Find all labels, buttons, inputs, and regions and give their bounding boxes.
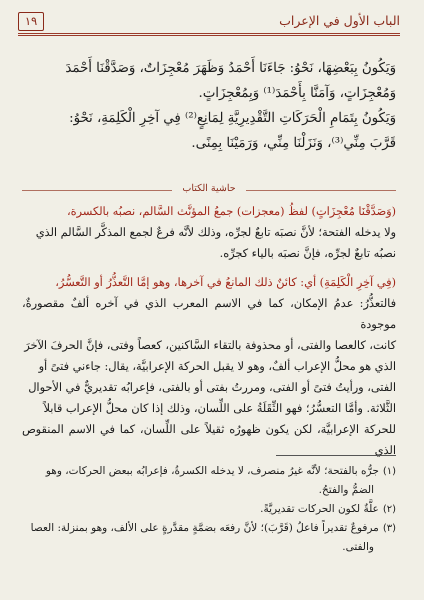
commentary-line-8: الفتى، ورأيتُ فتىً أو الفتى، ومررتُ بفتى أو بالفتى، فإعرابُه تقديريٌّ في الأحوال bbox=[28, 381, 396, 394]
footnote-2 bbox=[22, 500, 396, 519]
commentary-line-1: (وَصَدَّقْنَا مُعْجِزَاتٍ) لفظُ (معجزات) جمعُ المؤنَّث السَّالم، نصبُه بالكسرة، bbox=[66, 205, 396, 218]
commentary-line-10: للحركة الإعرابيَّة، لكن يكون ظهورُه ثقيلاً على اللِّسان، كما في الاسم المنقوص الذي bbox=[22, 423, 396, 457]
main-line-3: وَيَكُونُ بِتَمَامِ الْحَرَكَاتِ التَّقْدِيرِيَّةِ لِمَانِعٍ⁽²⁾ فِي آخِرِ الْكَلِمَةِ، نَحْوُ: bbox=[69, 111, 396, 126]
commentary bbox=[22, 201, 396, 461]
footnote-text: والفتى. bbox=[342, 541, 374, 553]
main-line-2: وَمُعْجِزَاتٍ، وَآمَنَّا بِأَحْمَدَ⁽¹⁾ وَبِمُعْجِزَاتٍ. bbox=[198, 86, 396, 101]
footnote-3-cont bbox=[22, 538, 396, 557]
footnotes bbox=[22, 462, 396, 557]
main-line-1: وَيَكُونُ بِبَعْضِهَا، نَحْوُ: جَاءَنَا أَحْمَدُ وَظَهَرَ مُعْجِزَاتٌ، وَصَدَّقْنَا أَحْمَدَ bbox=[65, 61, 396, 76]
commentary-divider bbox=[22, 183, 396, 197]
header-rule bbox=[18, 33, 400, 36]
footnote-number: (٣) bbox=[382, 523, 396, 534]
commentary-line-9: الثَّلاثة. وأمَّا التعسُّرُ؛ فهو الثِّقَلَةُ على اللِّسان، وذلك إذا كان محلُّ الإعراب قابلاً bbox=[43, 402, 396, 415]
footnote-text: جرُّه بالفتحة؛ لأنَّه غيرُ منصرف، لا يدخله الكسرةُ، فإعرابُه ببعض الحركات، وهو bbox=[45, 465, 379, 477]
chapter-title: الباب الأول في الإعراب bbox=[279, 13, 400, 28]
commentary-line-6: كانت، كالعصا والفتى، أو محذوفة بالتقاء السَّاكنين، كعصاً وفتى، فإنَّ الحرفَ الآخرَ bbox=[24, 339, 396, 352]
page-header bbox=[18, 12, 400, 32]
commentary-label: حاشية الكتاب bbox=[182, 183, 236, 194]
divider-line-left bbox=[22, 190, 172, 191]
commentary-line-3: نصبُه تابعٌ لجرِّه، فإنَّ نصبَه بالياء كجرِّه. bbox=[219, 247, 396, 260]
footnote-3 bbox=[22, 519, 396, 538]
commentary-line-4: (فِي آخِرِ الْكَلِمَةِ) أي: كائنٌ ذلك المانعُ في آخرها، وهو إمَّا التَّعذُّرُ أو التَّعسُّرُ، bbox=[55, 276, 396, 289]
commentary-line-5: فالتعذُّرُ: عدمُ الإمكان، كما في الاسم المعرب الذي في آخره ألفٌ مقصورةٌ، موجودة bbox=[22, 297, 396, 331]
commentary-line-7: الذي هو محلُّ الإعراب ألفٌ، وهو لا يقبل الحركة الإعرابيَّة، يقال: جاءني فتىً أو bbox=[38, 360, 396, 373]
main-line-4: قَرَّبَ مِنِّي⁽³⁾، وَنَزَلْنَا مِنِّي، وَرَمَيْنَا بِمِنًى. bbox=[191, 136, 396, 151]
footnote-text: الضمُّ والفتحُ. bbox=[318, 484, 374, 496]
footnote-rule bbox=[276, 455, 396, 456]
footnote-1-cont bbox=[22, 481, 396, 500]
main-text bbox=[22, 56, 396, 156]
page-number: ١٩ bbox=[18, 12, 44, 31]
commentary-line-2: ولا يدخله الفتحة؛ لأنَّ نصبَه تابعٌ لجرِّه، وذلك لأنَّه فرعٌ لجمع المذكَّر السَّالم الذي bbox=[35, 226, 396, 239]
footnote-number: (٢) bbox=[382, 504, 396, 515]
footnote-number: (١) bbox=[382, 466, 396, 477]
footnote-text: مرفوعٌ تقديراً فاعلُ (قَرَّبَ)؛ لأنَّ رفعَه بضمَّةٍ مقدَّرةٍ على الألف، وهو بمنزلة: العصا bbox=[30, 522, 379, 534]
footnote-1 bbox=[22, 462, 396, 481]
footnote-text: علَّةٌ لكون الحركات تقديريَّةً. bbox=[260, 503, 379, 515]
